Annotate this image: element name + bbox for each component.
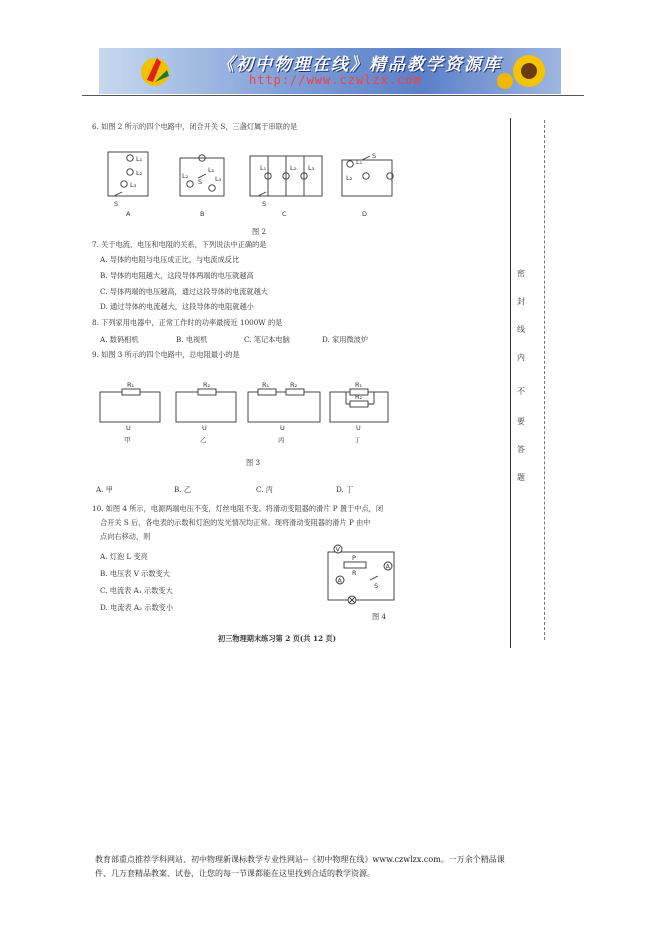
seal-char: 不 (517, 387, 525, 396)
banner-url[interactable]: http://www.czwlzx.com (249, 73, 422, 87)
figure-2-circuits (100, 148, 420, 228)
question-8-option-b: B. 电视机 (176, 335, 208, 344)
question-7-option-d: D. 通过导体的电流越大，这段导体的电阻就越小 (100, 302, 254, 311)
seal-char: 要 (517, 417, 525, 426)
svg-text:L₃: L₃ (130, 181, 137, 189)
svg-text:A: A (337, 576, 342, 585)
seal-char: 线 (517, 325, 525, 334)
fig2-label-b: B (200, 210, 205, 218)
promo-line-2: 件、几万套精品教案、试卷，让您的每一节课都能在这里找到合适的教学资源。 (95, 869, 375, 878)
question-10-line-1: 10. 如图 4 所示，电源两端电压不变，灯丝电阻不变。将滑动变阻器的滑片 P 置于中点，闭 (92, 504, 384, 513)
seal-char: 封 (517, 297, 525, 306)
svg-text:R₁: R₁ (355, 381, 363, 389)
page-footer: 初三物理期末练习第 2 页(共 12 页) (218, 634, 337, 643)
svg-text:S: S (372, 152, 377, 160)
fig3-label-jia: 甲 (124, 436, 131, 444)
svg-text:U: U (126, 424, 131, 432)
figure-4-circuit (322, 542, 402, 608)
question-7: 7. 关于电流、电压和电阻的关系，下列说法中正确的是 (92, 240, 267, 249)
svg-text:R₂: R₂ (203, 381, 211, 389)
svg-text:L₁: L₁ (208, 166, 215, 174)
svg-text:L₁: L₁ (136, 155, 143, 163)
seal-char: 内 (517, 353, 525, 362)
fig2-label-a: A (126, 210, 131, 218)
figure-3-circuits (100, 378, 400, 448)
svg-text:L₃: L₃ (215, 175, 222, 183)
header-banner (99, 48, 561, 94)
question-10-option-d: D. 电流表 A₂ 示数变小 (100, 603, 174, 612)
banner-title: 《初中物理在线》精品教学资源库 (217, 55, 502, 75)
seal-char: 题 (517, 473, 525, 482)
svg-text:L₃: L₃ (308, 164, 315, 172)
svg-text:S: S (374, 582, 379, 590)
svg-text:R₂: R₂ (290, 381, 298, 389)
svg-text:R₁: R₁ (127, 381, 135, 389)
seal-dashed-line (544, 120, 545, 640)
question-7-option-a: A. 导体的电阻与电压成正比，与电流成反比 (100, 255, 240, 264)
promo-line-1: 教育部重点推荐学科网站、初中物理新课标教学专业性网站--《初中物理在线》www.czwlzx.com。一万余个精品课 (95, 855, 505, 864)
svg-text:A: A (385, 562, 390, 571)
svg-text:S: S (262, 200, 267, 208)
logo-icon (137, 52, 177, 90)
svg-text:L₁: L₁ (260, 164, 267, 172)
svg-text:S: S (114, 200, 119, 208)
svg-text:L₁: L₁ (356, 158, 363, 166)
fig2-label-d: D (362, 210, 368, 218)
question-10-option-b: B. 电压表 V 示数变大 (100, 569, 170, 578)
question-10-option-c: C. 电流表 A₁ 示数变大 (100, 586, 173, 595)
seal-char: 密 (517, 269, 525, 278)
fig2-label-c: C (282, 210, 287, 218)
fig3-label-ding: 丁 (354, 436, 361, 444)
question-8: 8. 下列家用电器中，正常工作时的功率最接近 1000W 的是 (92, 318, 283, 327)
header-rule (82, 95, 584, 96)
question-6: 6. 如图 2 所示的四个电路中，闭合开关 S，三盏灯属于串联的是 (92, 122, 298, 131)
question-7-option-b: B. 导体的电阻越大，这段导体两端的电压就越高 (100, 271, 254, 280)
question-9-option-a: A. 甲 (96, 485, 113, 494)
fig3-label-yi: 乙 (200, 436, 207, 444)
sunflower-icon (493, 51, 553, 91)
question-10-line-3: 点向右移动，则 (100, 532, 151, 541)
svg-text:L₂: L₂ (182, 172, 189, 180)
svg-text:S: S (198, 178, 203, 186)
svg-text:L₂: L₂ (290, 164, 297, 172)
question-10-line-2: 合开关 S 后，各电表的示数和灯泡的发光情况均正常。现将滑动变阻器的滑片 P 由中 (100, 518, 371, 527)
question-10-option-a: A. 灯泡 L 变亮 (100, 552, 148, 561)
figure-3-caption: 图 3 (246, 458, 261, 467)
figure-4-caption: 图 4 (372, 612, 387, 621)
svg-text:V: V (335, 545, 340, 554)
question-9-option-c: C. 丙 (256, 485, 273, 494)
question-9: 9. 如图 3 所示的四个电路中，总电阻最小的是 (92, 350, 240, 359)
svg-text:R₂: R₂ (355, 393, 363, 401)
svg-text:P: P (352, 554, 356, 562)
svg-text:R: R (352, 569, 357, 577)
question-8-option-c: C. 笔记本电脑 (244, 335, 290, 344)
svg-text:U: U (202, 424, 207, 432)
svg-text:U: U (356, 424, 361, 432)
seal-line (510, 118, 523, 648)
svg-text:R₁: R₁ (262, 381, 270, 389)
figure-2-caption: 图 2 (252, 227, 267, 236)
svg-text:U: U (280, 424, 285, 432)
seal-char: 答 (517, 445, 525, 454)
question-8-option-d: D. 家用微波炉 (322, 335, 369, 344)
question-8-option-a: A. 数码相机 (100, 335, 139, 344)
question-7-option-c: C. 导体两端的电压越高，通过这段导体的电流就越大 (100, 287, 268, 296)
svg-text:L₂: L₂ (346, 174, 353, 182)
question-9-option-b: B. 乙 (174, 485, 192, 494)
svg-text:L₂: L₂ (136, 169, 143, 177)
fig3-label-bing: 丙 (278, 436, 285, 444)
question-9-option-d: D. 丁 (336, 485, 354, 494)
